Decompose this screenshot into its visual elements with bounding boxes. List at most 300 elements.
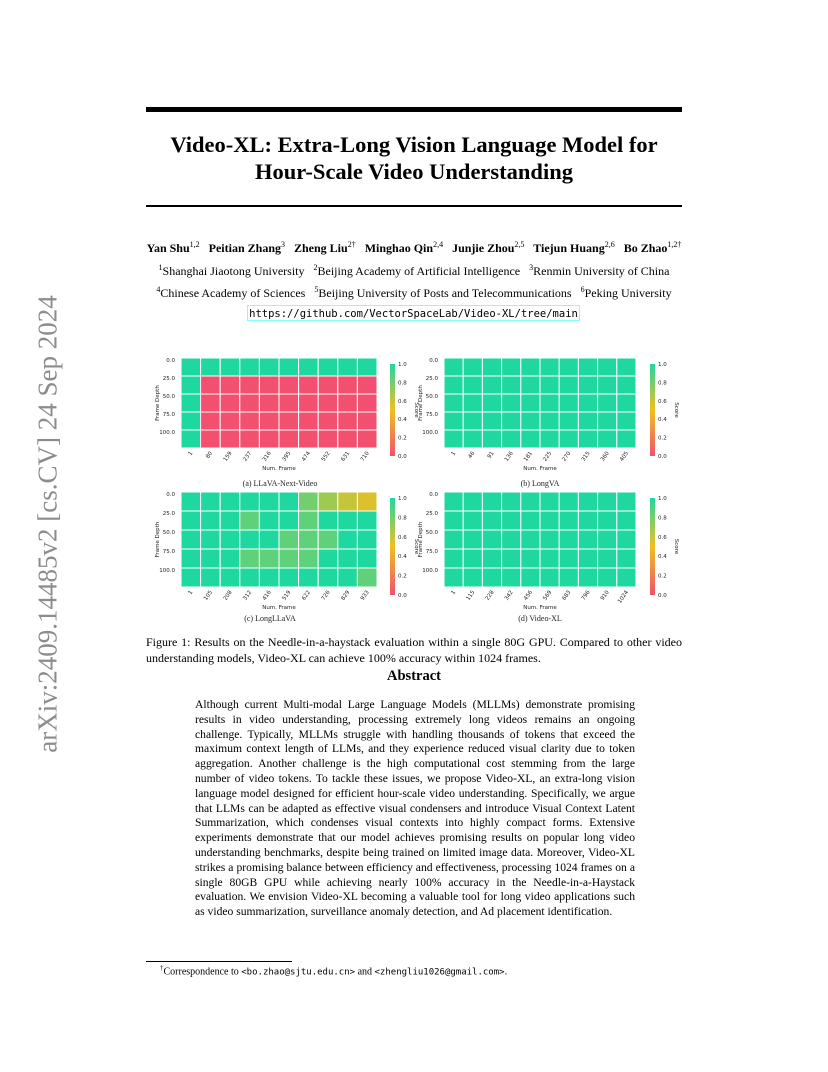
heatmap-cell [502,394,521,412]
heatmap-cell [259,492,279,511]
heatmap-cell [240,394,260,412]
x-tick-label: 395 [281,450,293,463]
heatmap-cell [220,376,240,394]
heatmap-cell [181,358,201,376]
colorbar-tick-label: 0.4 [398,417,407,424]
heatmap-cell [299,549,319,568]
heatmap-cell [578,412,597,430]
heatmap-cell [279,511,299,530]
y-tick-label: 75.0 [162,549,175,555]
heatmap-cell [521,412,540,430]
y-tick-label: 25.0 [162,376,175,382]
heatmap-cell [357,511,377,530]
heatmap-cell [240,376,260,394]
heatmap-cell [521,430,540,448]
heatmap-cell [299,394,319,412]
heatmap-cell [220,530,240,549]
y-tick-label: 100.0 [422,430,438,436]
heatmap-cell [299,430,319,448]
heatmap-cell [259,394,279,412]
x-tick-label: 105 [203,589,215,602]
heatmap-cell [559,511,578,530]
colorbar-tick-label: 0.2 [398,573,407,580]
heatmap-cell [540,430,559,448]
figure-caption: Figure 1: Results on the Needle-in-a-haystack evaluation within a single 80G GPU. Compared to other video understanding models, Video-XL can achieve 100% accuracy within 1024 frames. [146,635,682,665]
y-tick-label: 0.0 [166,358,175,364]
heatmap-cell [259,376,279,394]
affiliation: $^2$Beijing Academy of Artificial Intelligence [313,263,521,278]
colorbar-tick-label: 0.2 [398,435,407,442]
heatmap-cell [578,530,597,549]
heatmap-cell [578,430,597,448]
heatmap-cell [617,376,636,394]
x-tick-label: 208 [222,589,234,602]
x-tick-label: 312 [242,589,254,602]
heatmap-cell [598,530,617,549]
heatmap-cell [299,511,319,530]
heatmap-cell [240,492,260,511]
heatmap-cell [617,492,636,511]
colorbar-tick-label: 0.4 [658,554,667,561]
heatmap-cell [279,358,299,376]
heatmap-cell [201,568,221,587]
heatmap-cell [502,492,521,511]
heatmap-cell [559,412,578,430]
colorbar-tick-label: 0.6 [658,534,667,541]
heatmap-cell [463,530,482,549]
heatmap-cell [444,430,463,448]
heatmap-cell [279,394,299,412]
heatmap-cell [521,358,540,376]
x-tick-label: 115 [465,589,477,602]
heatmap-cell [540,376,559,394]
y-axis-label: Frame Depth [155,385,161,421]
heatmap-cell [220,412,240,430]
heatmap-cell [220,394,240,412]
heatmap-cell [540,394,559,412]
heatmap-cell [220,511,240,530]
colorbar-tick-label: 0.8 [658,380,667,387]
author: Bo Zhao$^{1,2\dagger}$ [623,240,682,255]
heatmap-cell [259,549,279,568]
heatmap-cell [338,568,358,587]
footnote: †Correspondence to <bo.zhao@sjtu.edu.cn> and <zhengliu1026@gmail.com>. [160,964,508,978]
affiliation: $^6$Peking University [580,285,672,300]
x-tick-label: 46 [467,450,477,460]
y-tick-label: 0.0 [429,492,438,498]
heatmap-cell [279,568,299,587]
heatmap-cell [482,412,501,430]
colorbar [390,364,395,456]
y-tick-label: 50.0 [425,530,438,536]
heatmap-cell [578,568,597,587]
abstract-heading: Abstract [387,668,441,684]
heatmap-cell [318,530,338,549]
heatmap-cell [181,376,201,394]
heatmap-cell [578,549,597,568]
arxiv-stamp: arXiv:2409.14485v2 [cs.CV] 24 Sep 2024 [32,295,63,753]
heatmap-cell [201,394,221,412]
heatmap-cell [240,568,260,587]
heatmap-cell [482,511,501,530]
heatmap-cell [299,568,319,587]
heatmap-cell [181,430,201,448]
heatmap-cell [502,376,521,394]
x-tick-label: 405 [619,450,631,463]
heatmap-cell [338,430,358,448]
heatmap-cell [578,358,597,376]
heatmap-cell [338,492,358,511]
heatmap-cell [240,511,260,530]
heatmap-cell [578,511,597,530]
heatmap-cell [318,492,338,511]
heatmap-cell [259,568,279,587]
heatmap-cell [444,568,463,587]
title-line-2: Hour-Scale Video Understanding [255,159,573,184]
colorbar-tick-label: 0.4 [658,417,667,424]
colorbar-tick-label: 0.8 [398,380,407,387]
x-tick-label: 519 [281,589,293,602]
heatmap-cell [444,412,463,430]
x-tick-label: 80 [205,450,215,460]
x-tick-label: 710 [359,450,371,463]
heatmap-cell [181,394,201,412]
y-tick-label: 75.0 [425,549,438,555]
heatmap-cell [338,549,358,568]
y-tick-label: 100.0 [159,568,175,574]
heatmap-cell [444,358,463,376]
heatmap-cell [201,492,221,511]
heatmap-cell [240,358,260,376]
heatmap-cell [617,568,636,587]
heatmap-cell [357,412,377,430]
heatmap-cell [220,358,240,376]
heatmap-cell [444,376,463,394]
heatmap-cell [338,511,358,530]
heatmap-cell [540,549,559,568]
subfigure-caption: (c) LongLLaVA [244,614,296,623]
heatmap-cell [463,394,482,412]
colorbar-tick-label: 0.0 [398,593,407,599]
heatmap-cell [578,492,597,511]
heatmap-cell [201,511,221,530]
x-tick-label: 91 [486,450,496,460]
y-tick-label: 25.0 [425,511,438,517]
abstract-body: Although current Multi-modal Large Language Models (MLLMs) demonstrate promising results in video understanding, processing extremely long videos remains an ongoing challenge. Typically, MLLMs struggle with handling thousands of tokens that exceed the maximum context length of LLMs, and they experience reduced visual clarity due to token aggregation. Another challenge is the high computational cost stemming from the large number of video tokens. To tackle these issues, we propose Video-XL, an extra-long vision language model designed for efficient hour-scale video understanding. Specifically, we argue that LLMs can be adapted as effective visual condensers and introduce Visual Context Latent Summarization, which condenses visual contexts into highly compact forms. Extensive experiments demonstrate that our model achieves promising results on popular long video understanding benchmarks, despite being trained on limited image data. Moreover, Video-XL strikes a promising balance between efficiency and effectiveness, processing 1024 frames on a single 80GB GPU while achieving nearly 100% accuracy in the Needle-in-a-Haystack evaluation. We envision Video-XL becoming a valuable tool for long video applications such as video summarization, surveillance anomaly detection, and Ad placement identification. [195,698,635,919]
heatmap-cell [220,549,240,568]
heatmap-cell [463,412,482,430]
heatmap-cell [540,412,559,430]
heatmap-cell [502,412,521,430]
heatmap-cell [444,530,463,549]
heatmap-cell [201,430,221,448]
heatmap-cell [220,568,240,587]
heatmap-cell [482,549,501,568]
subfigure-caption: (b) LongVA [520,479,560,488]
heatmap-cell [338,412,358,430]
heatmap-cell [357,376,377,394]
heatmap-cell [502,568,521,587]
heatmap-cell [617,430,636,448]
heatmap-cell [482,492,501,511]
heatmap-cell [318,412,338,430]
x-tick-label: 1 [187,589,195,597]
heatmap-cell [181,549,201,568]
heatmap-cell [482,394,501,412]
heatmap-cell [444,511,463,530]
x-tick-label: 622 [301,589,313,602]
heatmap-cell [559,492,578,511]
heatmap-cell [463,430,482,448]
heatmap-cell [463,568,482,587]
heatmap-cell [521,530,540,549]
y-tick-label: 0.0 [166,492,175,498]
colorbar-tick-label: 0.0 [658,593,667,599]
heatmap-cell [482,430,501,448]
y-tick-label: 50.0 [162,530,175,536]
subfigure-caption: (d) Video-XL [518,614,562,623]
heatmap-cell [259,530,279,549]
affiliation: $^5$Beijing University of Posts and Telecommunications [314,285,572,300]
heatmap-cell [357,549,377,568]
heatmap-cell [444,549,463,568]
heatmap-cell [201,549,221,568]
heatmap-cell [617,412,636,430]
colorbar-tick-label: 0.2 [658,435,667,442]
heatmap-cell [521,511,540,530]
x-tick-label: 181 [523,450,535,463]
heatmap-cell [357,530,377,549]
heatmap-cell [318,511,338,530]
heatmap-cell [201,412,221,430]
author: Minghao Qin$^{2,4}$ [364,240,444,255]
colorbar-tick-label: 0.2 [658,573,667,580]
github-link[interactable]: https://github.com/VectorSpaceLab/Video-XL/tree/main [247,305,580,321]
heatmap-cell [279,412,299,430]
y-tick-label: 100.0 [159,430,175,436]
heatmap-cell [598,511,617,530]
heatmap-cell [598,394,617,412]
heatmap-cell [463,511,482,530]
heatmap-cell [357,358,377,376]
x-axis-label: Num. Frame [523,466,557,472]
heatmap-cell [318,430,338,448]
heatmap-cell [357,394,377,412]
heatmap-cell [598,412,617,430]
heatmap-cell [463,492,482,511]
heatmap-cell [299,530,319,549]
heatmap-cell [201,530,221,549]
email-link[interactable]: <bo.zhao@sjtu.edu.cn> [241,967,356,978]
heatmap-cell [338,376,358,394]
colorbar-tick-label: 0.6 [398,398,407,405]
x-tick-label: 237 [242,450,254,463]
heatmap-cell [338,530,358,549]
author: Zheng Liu$^{2\dagger}$ [294,240,356,255]
heatmap-cell [318,394,338,412]
heatmap-cell [318,376,338,394]
heatmap-cell [240,412,260,430]
x-tick-label: 270 [561,450,573,463]
heatmap-cell [338,394,358,412]
x-axis-label: Num. Frame [262,605,296,611]
x-tick-label: 225 [542,450,554,463]
heatmap-cell [598,568,617,587]
heatmap-cell [540,568,559,587]
colorbar-tick-label: 1.0 [658,496,667,502]
heatmap-cell [559,549,578,568]
heatmap-cell [463,549,482,568]
heatmap-cell [318,358,338,376]
heatmap-cell [540,530,559,549]
heatmap-cell [259,358,279,376]
y-tick-label: 75.0 [162,412,175,418]
title-line-1: Video-XL: Extra-Long Vision Language Model for [170,132,658,157]
x-axis-label: Num. Frame [262,466,296,472]
y-tick-label: 25.0 [162,511,175,517]
colorbar-label: Score [413,402,419,418]
colorbar-tick-label: 0.6 [398,534,407,541]
x-tick-label: 416 [261,589,273,602]
colorbar-tick-label: 1.0 [398,362,407,368]
heatmap-cell [617,530,636,549]
heatmap-cell [521,492,540,511]
colorbar-label: Score [673,538,679,555]
subfigure-caption: (a) LLaVA-Next-Video [242,479,318,488]
heatmap-cell [299,492,319,511]
y-tick-label: 75.0 [425,412,438,418]
heatmap-cell [559,376,578,394]
heatmap-cell [598,430,617,448]
heatmap-cell [598,376,617,394]
heatmap-cell [598,358,617,376]
heatmap-cell [559,430,578,448]
heatmap-cell [299,376,319,394]
heatmap-cell [482,568,501,587]
heatmap-cell [463,358,482,376]
heatmap-cell [502,430,521,448]
colorbar-label: Score [413,538,419,555]
author: Yan Shu$^{1,2}$ [146,240,200,255]
heatmap-cell [521,549,540,568]
y-axis-label: Frame Depth [418,521,424,558]
heatmap-cell [357,492,377,511]
heatmap-cell [521,568,540,587]
heatmap-cell [240,430,260,448]
author: Tiejun Huang$^{2,6}$ [533,240,615,255]
heatmap-cell [540,492,559,511]
heatmap-cell [598,549,617,568]
y-tick-label: 50.0 [162,394,175,400]
x-tick-label: 552 [320,450,332,463]
x-tick-label: 569 [542,589,554,602]
x-tick-label: 829 [340,589,352,602]
x-tick-label: 360 [599,450,611,463]
y-axis-label: Frame Depth [418,385,424,421]
heatmap-cell [482,376,501,394]
colorbar [650,498,655,595]
heatmap-cell [259,412,279,430]
x-tick-label: 315 [580,450,592,463]
heatmap-cell [259,511,279,530]
x-tick-label: 456 [523,589,535,602]
author: Peitian Zhang$^3$ [208,240,285,255]
x-tick-label: 796 [580,589,592,602]
heatmap-cell [521,376,540,394]
x-tick-label: 136 [503,450,515,463]
heatmap-cell [299,412,319,430]
heatmap-cell [578,376,597,394]
x-tick-label: 683 [561,589,573,602]
heatmap-cell [521,394,540,412]
heatmap-cell [578,394,597,412]
x-tick-label: 1 [450,450,458,458]
y-axis-label: Frame Depth [155,521,161,558]
colorbar [650,364,655,456]
affiliation: $^1$Shanghai Jiaotong University [158,263,305,278]
colorbar-tick-label: 0.4 [398,554,407,561]
heatmap-cell [540,511,559,530]
heatmap-cell [279,376,299,394]
y-tick-label: 0.0 [429,358,438,364]
heatmap-cell [181,530,201,549]
footnote-rule [146,961,292,962]
heatmap-cell [444,492,463,511]
heatmap-cell [220,492,240,511]
colorbar-tick-label: 1.0 [658,362,667,368]
heatmap-cell [617,549,636,568]
heatmap-cell [240,549,260,568]
heatmap-cell [279,530,299,549]
colorbar [390,498,395,595]
heatmap-cell [318,568,338,587]
heatmap-cell [181,492,201,511]
colorbar-tick-label: 0.8 [398,515,407,522]
affiliation: $^4$Chinese Academy of Sciences [156,285,306,300]
heatmap-cell [444,394,463,412]
heatmap-cell [357,430,377,448]
heatmap-cell [181,568,201,587]
x-tick-label: 316 [261,450,273,463]
heatmap-cell [259,430,279,448]
x-tick-label: 726 [320,589,332,602]
x-tick-label: 910 [599,589,611,602]
heatmap-cell [502,511,521,530]
x-tick-label: 933 [359,589,371,602]
x-tick-label: 474 [301,450,313,463]
heatmap-cell [279,430,299,448]
heatmap-cell [463,376,482,394]
email-link[interactable]: <zhengliu1026@gmail.com> [374,967,505,978]
x-tick-label: 1 [450,589,458,597]
heatmap-cell [279,549,299,568]
x-tick-label: 1024 [617,589,631,605]
colorbar-tick-label: 0.0 [398,454,407,460]
colorbar-label: Score [673,402,679,418]
heatmap-cell [181,412,201,430]
x-tick-label: 228 [484,589,496,602]
y-tick-label: 25.0 [425,376,438,382]
heatmap-cell [502,549,521,568]
heatmap-cell [540,358,559,376]
heatmap-cell [598,492,617,511]
x-tick-label: 159 [222,450,234,463]
author: Junjie Zhou$^{2,5}$ [452,240,525,255]
heatmap-cell [482,358,501,376]
heatmap-cell [559,530,578,549]
colorbar-tick-label: 1.0 [398,496,407,502]
colorbar-tick-label: 0.0 [658,454,667,460]
